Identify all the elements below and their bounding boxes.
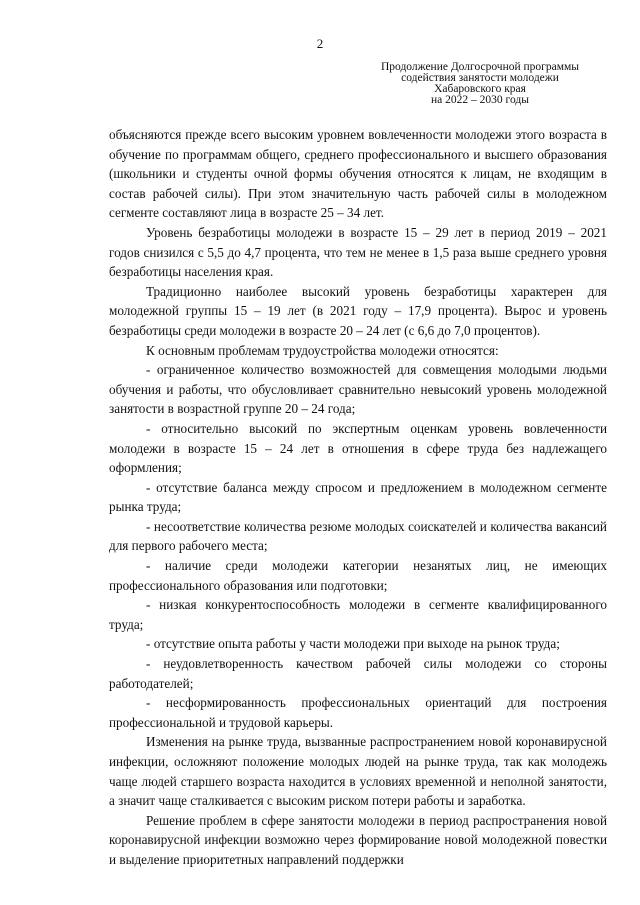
paragraph: К основным проблемам трудоустройства молодежи относятся: xyxy=(146,342,499,358)
list-item: - наличие среди молодежи категории незанятых лиц, не имеющих профессионального образования или подготовки; xyxy=(109,558,607,593)
running-header-line: на 2022 – 2030 годы xyxy=(431,94,529,106)
list-item: - относительно высокий по экспертным оценкам уровень вовлеченности молодежи в возрасте 15 – 24 лет в отношения в сфере труда без надлежащего оформления; xyxy=(109,420,607,476)
list-item: - несформированность профессиональных ориентаций для построения профессиональной и трудовой карьеры. xyxy=(109,695,607,730)
body-text xyxy=(109,125,607,870)
list-item: - несоответствие количества резюме молодых соискателей и количества вакансий для первого рабочего места; xyxy=(109,518,607,554)
running-header-line: Хабаровского края xyxy=(434,83,526,95)
running-header-line: содействия занятости молодежи xyxy=(401,72,559,84)
page-number: 2 xyxy=(316,36,324,51)
paragraph-continued: объясняются прежде всего высоким уровнем вовлеченности молодежи этого возраста в обучение по программам общего, среднего профессионального и высшего образования (школьники и студенты очной формы обучения относятся к лицам, не входящим в состав рабочей силы). При этом значительную часть рабочей силы в молодежном сегменте составляют лица в возрасте 25 – 34 лет. xyxy=(109,127,607,221)
list-item: - неудовлетворенность качеством рабочей силы молодежи со стороны работодателей; xyxy=(109,656,607,691)
paragraph: Уровень безработицы молодежи в возрасте 15 – 29 лет в период 2019 – 2021 годов снизился с 5,5 до 4,7 процента, что тем не менее в 1,5 раза выше среднего уровня безработицы населения края. xyxy=(109,224,607,280)
paragraph: Изменения на рынке труда, вызванные распространением новой коронавирусной инфекции, осложняют положение молодых людей на рынке труда, так как молодежь чаще людей старшего возраста находится в условиях временной и неполной занятости, а значит чаще сталкивается с высоким риском потери работы и заработка. xyxy=(109,734,607,809)
list-item: - низкая конкурентоспособность молодежи в сегменте квалифицированного труда; xyxy=(109,597,607,632)
running-header-line: Продолжение Долгосрочной программы xyxy=(380,61,580,73)
paragraph: Решение проблем в сфере занятости молодежи в период распространения новой коронавирусной инфекции возможно через формирование новой молодежной повестки и выделение приоритетных направлений поддержки xyxy=(109,812,607,867)
list-item: - отсутствие опыта работы у части молодежи при выходе на рынок труда; xyxy=(146,636,560,652)
running-header xyxy=(368,62,592,106)
list-item: - отсутствие баланса между спросом и предложением в молодежном сегменте рынка труда; xyxy=(109,479,607,515)
list-item: - ограниченное количество возможностей для совмещения молодыми людьми обучения и работы, что обусловливает сравнительно невысокий уровень молодежной занятости в возрастной группе 20 – 24 года; xyxy=(109,362,607,417)
paragraph: Традиционно наиболее высокий уровень безработицы характерен для молодежной группы 15 – 19 лет (в 2021 году – 17,9 процента). Вырос и уровень безработицы среди молодежи в возрасте 20 – 24 лет (с 6,6 до 7,0 процентов). xyxy=(109,283,607,338)
